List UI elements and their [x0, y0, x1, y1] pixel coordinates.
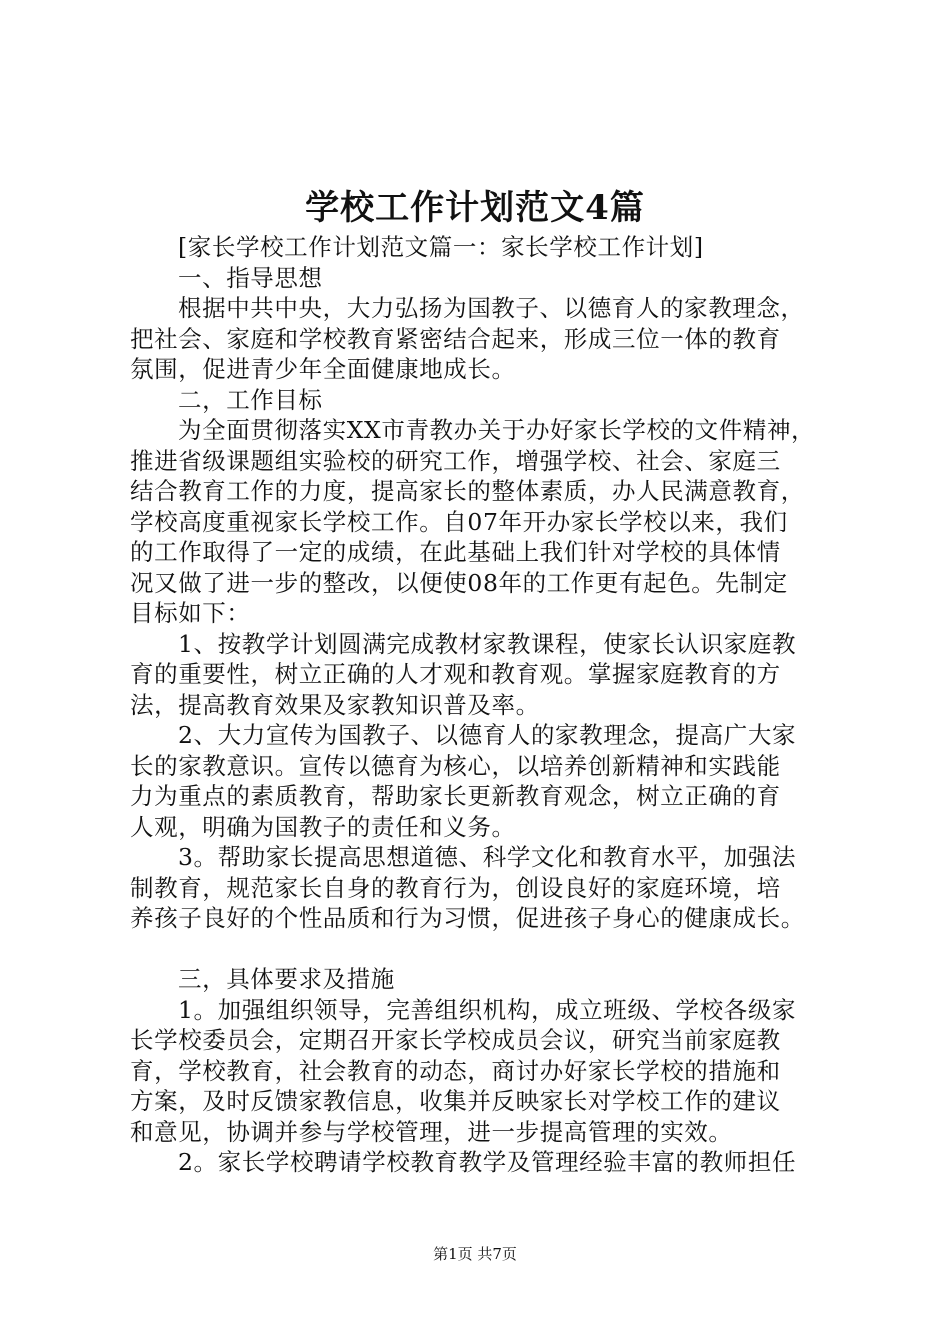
list-item-line: 长的家教意识。宣传以德育为核心，以培养创新精神和实践能 [130, 751, 781, 780]
list-item-line: 养孩子良好的个性品质和行为习惯，促进孩子身心的健康成长。 [130, 904, 805, 932]
document-body [130, 232, 852, 1178]
paragraph-line: 为全面贯彻落实XX市青教办关于办好家长学校的文件精神， [178, 416, 816, 444]
paragraph-line: 目标如下： [130, 599, 251, 627]
list-item-line: 2。家长学校聘请学校教育教学及管理经验丰富的教师担任 [178, 1148, 797, 1176]
subheading: 二，工作目标 [178, 385, 323, 414]
paragraph-line: 根据中共中央，大力弘扬为国教子、以德育人的家教理念， [178, 294, 805, 322]
paragraph-spacer [130, 934, 852, 965]
list-item-line: 制教育，规范家长自身的教育行为，创设良好的家庭环境，培 [130, 873, 781, 902]
paragraph-line: 况又做了进一步的整改，以便使08年的工作更有起色。先制定 [130, 568, 788, 597]
section-heading: [家长学校工作计划范文篇一：家长学校工作计划] [178, 233, 704, 261]
paragraph-line: 的工作取得了一定的成绩，在此基础上我们针对学校的具体情 [130, 538, 781, 566]
paragraph-line: 学校高度重视家长学校工作。自07年开办家长学校以来，我们 [130, 507, 788, 536]
list-item-line: 2、大力宣传为国教子、以德育人的家教理念，提高广大家 [178, 721, 797, 749]
document-title: 学校工作计划范文4篇 [305, 188, 645, 228]
list-item-line: 力为重点的素质教育，帮助家长更新教育观念，树立正确的育 [130, 782, 781, 810]
paragraph-line: 推进省级课题组实验校的研究工作，增强学校、社会、家庭三 [130, 446, 781, 475]
list-item-line: 3。帮助家长提高思想道德、科学文化和教育水平，加强法 [178, 843, 797, 871]
page-number-footer: 第1页 共7页 [433, 1245, 517, 1263]
list-item-line: 育的重要性，树立正确的人才观和教育观。掌握家庭教育的方 [130, 660, 781, 688]
list-item-line: 1。加强组织领导，完善组织机构，成立班级、学校各级家 [178, 995, 797, 1024]
paragraph-line: 结合教育工作的力度，提高家长的整体素质，办人民满意教育， [130, 477, 805, 505]
list-item-line: 长学校委员会，定期召开家长学校成员会议，研究当前家庭教 [130, 1026, 781, 1054]
subheading: 一、指导思想 [178, 263, 323, 292]
list-item-line: 方案，及时反馈家教信息，收集并反映家长对学校工作的建议 [130, 1087, 781, 1115]
list-item-line: 1、按教学计划圆满完成教材家教课程，使家长认识家庭教 [178, 629, 797, 658]
list-item-line: 育，学校教育，社会教育的动态，商讨办好家长学校的措施和 [130, 1056, 781, 1085]
paragraph-line: 把社会、家庭和学校教育紧密结合起来，形成三位一体的教育 [130, 324, 781, 353]
list-item-line: 人观，明确为国教子的责任和义务。 [130, 812, 516, 841]
paragraph-line: 氛围，促进青少年全面健康地成长。 [130, 355, 516, 383]
list-item-line: 和意见，协调并参与学校管理，进一步提高管理的实效。 [130, 1117, 733, 1146]
subheading: 三，具体要求及措施 [178, 965, 395, 993]
list-item-line: 法，提高教育效果及家教知识普及率。 [130, 690, 540, 719]
